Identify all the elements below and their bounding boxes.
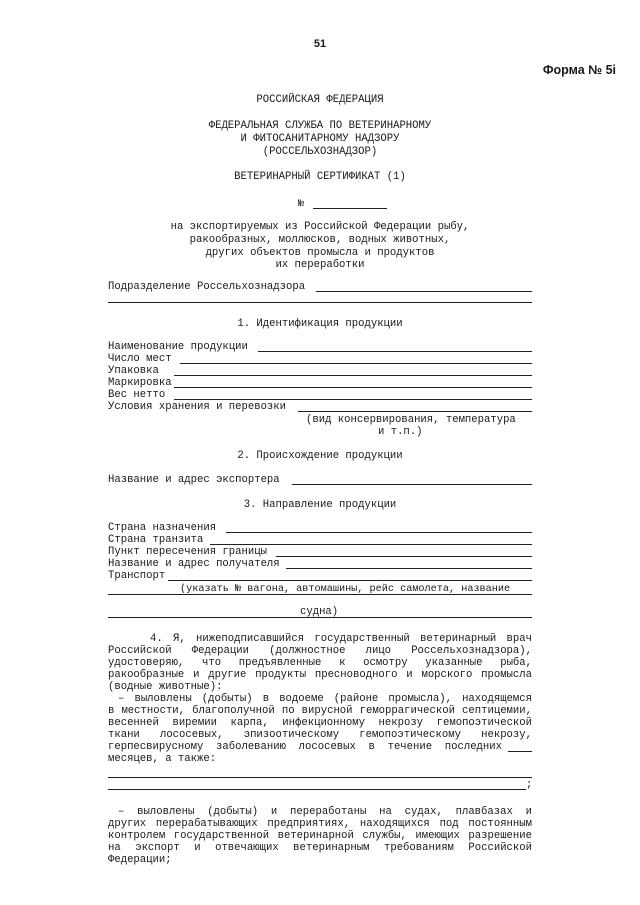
- section4-p3-line1: – выловлены (добыты) и переработаны на судах, плавбазах и: [118, 806, 532, 818]
- header-service-line1: ФЕДЕРАЛЬНАЯ СЛУЖБА ПО ВЕТЕРИНАРНОМУ: [208, 120, 432, 132]
- subtitle-line1: на экспортируемых из Российской Федерации рыбу,: [170, 221, 470, 233]
- exporter-label: Название и адрес экспортера: [108, 474, 280, 486]
- section3-title: 3. Направление продукции: [243, 499, 397, 511]
- subtitle-line4: их переработки: [275, 259, 365, 271]
- page-number: 51: [313, 38, 327, 50]
- net-weight-line[interactable]: [174, 399, 532, 400]
- storage-line[interactable]: [298, 411, 532, 412]
- section4-p3-line3: контролем государственной ветеринарной службы, имеющих разрешение: [108, 830, 532, 842]
- additional-line1[interactable]: [108, 777, 532, 778]
- section1-title: 1. Идентификация продукции: [237, 318, 403, 330]
- transport-hint-line[interactable]: [108, 594, 532, 595]
- section4-p3-line2: других перерабатывающих предприятиях, находящихся под постоянным: [108, 818, 532, 830]
- transport-hint-line1: (указать № вагона, автомашины, рейс самолета, название: [180, 584, 511, 595]
- storage-hint-line1: (вид консервирования, температура: [306, 414, 516, 426]
- additional-line2[interactable]: [108, 789, 526, 790]
- subdivision-line1[interactable]: [316, 291, 532, 292]
- count-line[interactable]: [180, 363, 532, 364]
- header-country: РОССИЙСКАЯ ФЕДЕРАЦИЯ: [256, 94, 384, 106]
- count-label: Число мест: [108, 353, 172, 365]
- section4-p1-line5: (водные животные):: [108, 681, 223, 693]
- receiver-line[interactable]: [286, 568, 532, 569]
- storage-hint-line2: и т.п.): [378, 426, 423, 438]
- section4-p1-line2: Российской Федерации (должностное лицо Россельхознадзора),: [108, 645, 532, 657]
- section4-p2-line3: весенней виремии карпа, инфекционному некрозу гемопоэтической: [108, 717, 532, 729]
- product-name-line[interactable]: [258, 351, 532, 352]
- section4-p2-line6: месяцев, а также:: [108, 753, 217, 765]
- storage-label: Условия хранения и перевозки: [108, 401, 287, 413]
- section4-p2-line1: – выловлены (добыты) в водоеме (районе промысла), находящемся: [118, 693, 532, 705]
- header-service-line2: И ФИТОСАНИТАРНОМУ НАДЗОРУ: [240, 133, 400, 145]
- section4-p1-line4: ракообразные и другие продукты пресноводного и морского промысла: [108, 669, 532, 681]
- subdivision-line2[interactable]: [108, 302, 532, 303]
- certificate-title: ВЕТЕРИНАРНЫЙ СЕРТИФИКАТ (1): [234, 171, 406, 183]
- section4-p1-line3: удостоверяю, что предъявленные к осмотру указанные рыба,: [108, 657, 532, 669]
- section2-title: 2. Происхождение продукции: [237, 450, 403, 462]
- marking-label: Маркировка: [108, 377, 172, 389]
- transport-hint-line3[interactable]: [108, 617, 532, 618]
- header-service-line3: (РОССЕЛЬХОЗНАДЗОР): [262, 146, 378, 158]
- months-blank-line[interactable]: [508, 751, 532, 752]
- section4-p2-line4: ткани лососевых, эпизоотическому гемопоэтическому некрозу,: [108, 729, 532, 741]
- destination-line[interactable]: [226, 532, 532, 533]
- product-name-label: Наименование продукции: [108, 341, 248, 353]
- transit-label: Страна транзита: [108, 534, 204, 546]
- net-weight-label: Вес нетто: [108, 389, 166, 401]
- border-label: Пункт пересечения границы: [108, 546, 267, 558]
- transit-line[interactable]: [210, 544, 532, 545]
- subtitle-line2: ракообразных, моллюсков, водных животных,: [189, 234, 451, 246]
- receiver-label: Название и адрес получателя: [108, 558, 280, 570]
- transport-label: Транспорт: [108, 570, 166, 582]
- marking-line[interactable]: [174, 387, 532, 388]
- section4-p3-line4: на экспорт и отвечающих ветеринарным требованиям Российской: [108, 842, 532, 854]
- transport-hint-line2: судна): [300, 606, 339, 618]
- certificate-number-sign: №: [298, 199, 305, 210]
- transport-line[interactable]: [168, 580, 532, 581]
- section4-p2-line5: герпесвирусному заболеванию лососевых в течение последних: [108, 741, 502, 753]
- subtitle-line3: других объектов промысла и продуктов: [205, 247, 435, 259]
- certificate-number-line[interactable]: [313, 208, 387, 209]
- exporter-line[interactable]: [292, 484, 532, 485]
- package-label: Упаковка: [108, 365, 159, 377]
- section4-p1-line1: 4. Я, нижеподписавшийся государственный ветеринарный врач: [150, 633, 532, 645]
- subdivision-label: Подразделение Россельхознадзора: [108, 281, 306, 293]
- border-line[interactable]: [276, 556, 532, 557]
- section4-p2-line2: в местности, благополучной по вирусной геморрагической септицемии,: [108, 705, 532, 717]
- package-line[interactable]: [174, 375, 532, 376]
- additional-semicolon: ;: [526, 779, 533, 791]
- destination-label: Страна назначения: [108, 522, 217, 534]
- form-label: Форма № 5i: [542, 63, 616, 77]
- section4-p3-line5: Федерации;: [108, 854, 172, 866]
